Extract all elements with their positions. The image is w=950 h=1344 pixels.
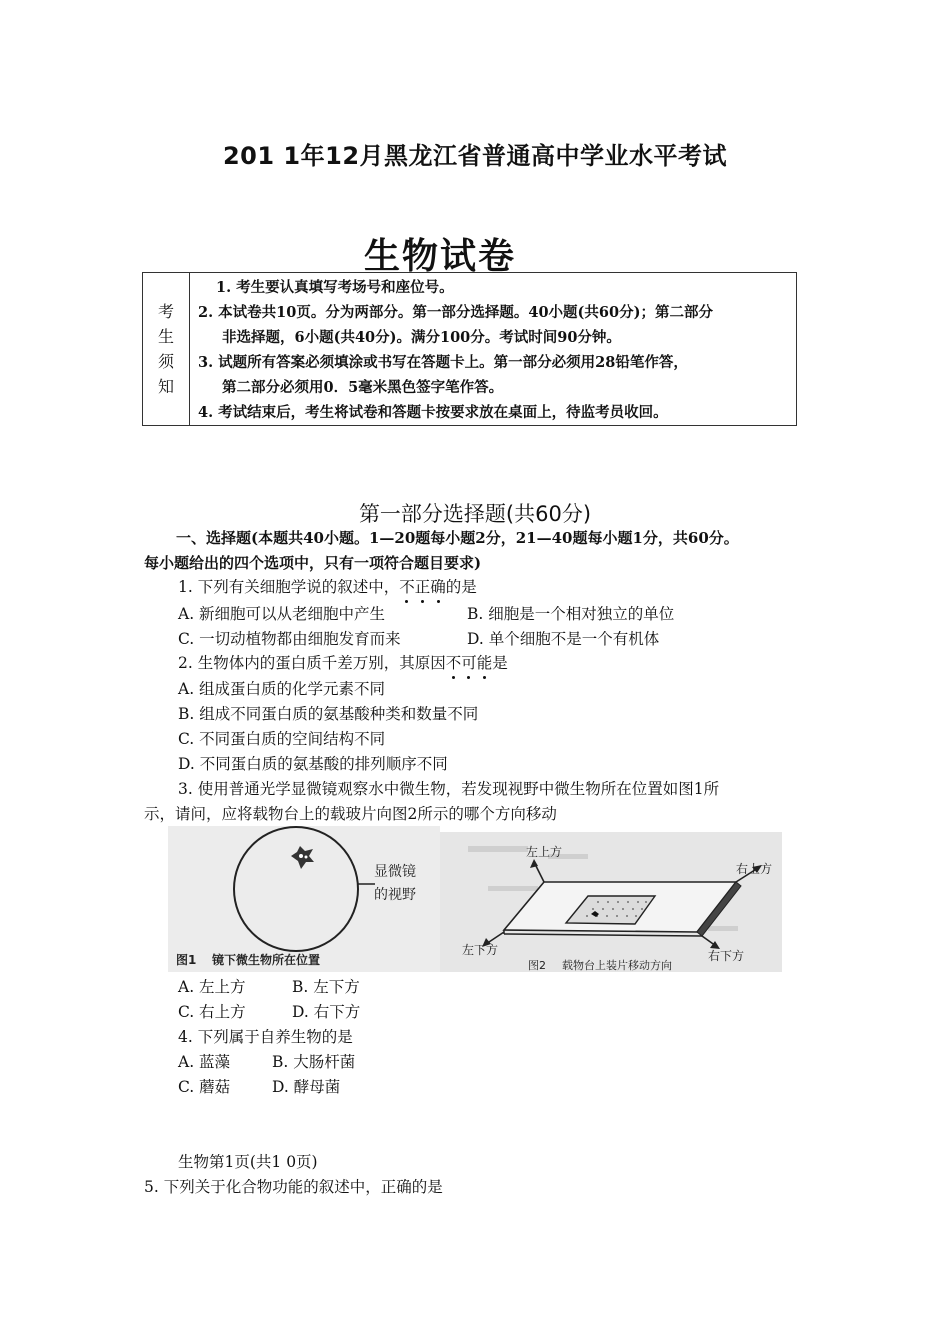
notice-line: 非选择题，6小题(共40分)。满分100分。考试时间90分钟。	[222, 329, 621, 346]
question-2-option-a: A. 组成蛋白质的化学元素不同	[178, 680, 386, 698]
notice-line: 2. 本试卷共10页。分为两部分。第一部分选择题。40小题(共60分)；第二部分	[198, 304, 713, 321]
direction-lower-left: 左下方	[462, 943, 499, 957]
emphasis-char: 能	[477, 651, 493, 673]
question-1-option-d: D. 单个细胞不是一个有机体	[467, 630, 660, 648]
figure-1-label-line1: 显微镜	[374, 864, 416, 880]
direction-upper-left: 左上方	[526, 845, 563, 859]
question-3-stem-cont: 示，请问，应将载物台上的载玻片向图2所示的哪个方向移动	[144, 805, 557, 823]
question-4-option-c: C. 蘑菇	[178, 1078, 231, 1096]
figure-1-caption-num: 图1	[176, 953, 197, 967]
notice-line: 第二部分必须用0．5毫米黑色签字笔作答。	[222, 379, 504, 396]
figure-2-caption: 载物台上装片移动方向	[562, 959, 672, 972]
emphasis-char: 正	[415, 575, 431, 597]
question-2-option-c: C. 不同蛋白质的空间结构不同	[178, 730, 386, 748]
question-2-stem: 2. 生物体内的蛋白质千差万别，其原因不可能是	[178, 651, 508, 673]
question-1-option-c: C. 一切动植物都由细胞发育而来	[178, 630, 401, 648]
notice-side-char: 考	[157, 302, 174, 321]
notice-side-label	[143, 273, 190, 426]
figure-2-caption-num: 图2	[528, 959, 546, 972]
question-3-stem: 3. 使用普通光学显微镜观察水中微生物，若发现视野中微生物所在位置如图1所	[178, 780, 720, 798]
figure-1-caption: 镜下微生物所在位置	[212, 953, 321, 967]
notice-rules	[190, 273, 797, 426]
question-3-figures	[168, 826, 782, 972]
notice-side-char: 须	[157, 352, 174, 371]
figure-1-label-line2: 的视野	[374, 887, 416, 903]
question-4-stem: 4. 下列属于自养生物的是	[178, 1028, 353, 1046]
notice-side-char: 知	[157, 377, 174, 396]
notice-line: 1. 考生要认真填写考场号和座位号。	[216, 279, 454, 296]
page-footer: 生物第1页(共1 0页)	[178, 1153, 318, 1171]
question-4-option-d: D. 酵母菌	[272, 1078, 341, 1096]
emphasis-char: 不	[446, 651, 462, 673]
question-5-stem: 5. 下列关于化合物功能的叙述中，正确的是	[144, 1178, 443, 1196]
part-one-instruction: 一、选择题(本题共40小题。1—20题每小题2分，21—40题每小题1分，共60分。	[176, 529, 739, 547]
emphasis-char: 可	[461, 651, 477, 673]
question-3-option-c: C. 右上方	[178, 1003, 246, 1021]
microorganism-spot	[299, 854, 303, 858]
question-1-option-b: B. 细胞是一个相对独立的单位	[467, 605, 675, 623]
exam-title: 201 1年12月黑龙江省普通高中学业水平考试	[222, 142, 728, 170]
emphasis-char: 不	[399, 575, 415, 597]
question-3-option-d: D. 右下方	[292, 1003, 361, 1021]
question-4-option-b: B. 大肠杆菌	[272, 1053, 356, 1071]
question-3-option-a: A. 左上方	[178, 978, 246, 996]
question-2-option-b: B. 组成不同蛋白质的氨基酸种类和数量不同	[178, 705, 479, 723]
notice-line: 4. 考试结束后，考生将试卷和答题卡按要求放在桌面上，待监考员收回。	[198, 404, 668, 421]
part-one-instruction-cont: 每小题给出的四个选项中，只有一项符合题目要求)	[144, 554, 482, 572]
question-1-option-a: A. 新细胞可以从老细胞中产生	[178, 605, 386, 623]
question-1-stem: 1. 下列有关细胞学说的叙述中，不正确的是	[178, 575, 477, 597]
question-2-option-d: D. 不同蛋白质的氨基酸的排列顺序不同	[178, 755, 448, 773]
subject-title: 生物试卷	[363, 236, 516, 277]
question-4-option-a: A. 蓝藻	[178, 1053, 231, 1071]
notice-line: 3. 试题所有答案必须填涂或书写在答题卡上。第一部分必须用28铅笔作答，	[198, 354, 688, 371]
direction-upper-right: 右上方	[736, 862, 773, 876]
emphasis-char: 确	[430, 575, 446, 597]
question-3-option-b: B. 左下方	[292, 978, 360, 996]
direction-lower-right: 右下方	[708, 949, 745, 963]
part-one-title: 第一部分选择题(共60分)	[358, 502, 592, 526]
notice-side-char: 生	[157, 327, 174, 346]
exam-notice-table	[142, 272, 797, 426]
microorganism-spot	[305, 856, 308, 859]
